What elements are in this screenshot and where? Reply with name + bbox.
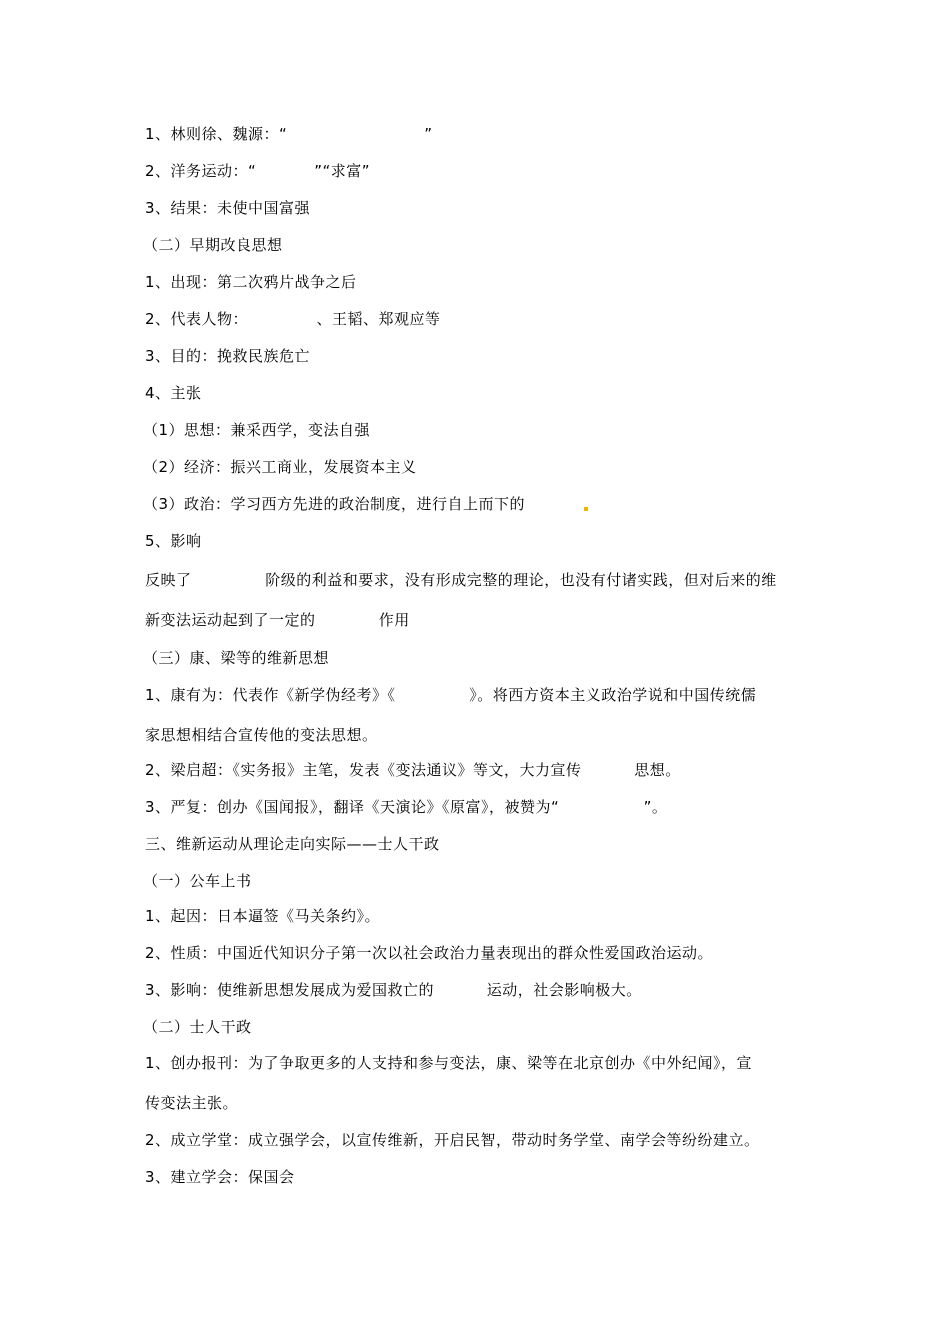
highlight-marker — [584, 507, 588, 511]
section-heading: （一）公车上书 — [143, 872, 252, 890]
text-line: 传变法主张。 — [145, 1094, 239, 1112]
text-line: 2、代表人物： 、王韬、郑观应等 — [145, 310, 441, 328]
text-line: 2、性质：中国近代知识分子第一次以社会政治力量表现出的群众性爱国政治运动。 — [145, 944, 714, 962]
text-line: 3、严复：创办《国闻报》，翻译《天演论》《原富》，被赞为“ ”。 — [145, 798, 668, 816]
section-heading: （三）康、梁等的维新思想 — [143, 649, 330, 667]
text-line: 1、创办报刊：为了争取更多的人支持和参与变法，康、梁等在北京创办《中外纪闻》，宣 — [145, 1054, 753, 1072]
text-line: 2、成立学堂：成立强学会，以宣传维新，开启民智，带动时务学堂、南学会等纷纷建立。 — [145, 1131, 760, 1149]
text-line: 1、出现：第二次鸦片战争之后 — [145, 273, 357, 291]
text-line: 1、起因：日本逼签《马关条约》。 — [145, 907, 381, 925]
text-line: 反映了 阶级的利益和要求，没有形成完整的理论，也没有付诸实践，但对后来的维 — [145, 571, 777, 589]
section-heading: （二）早期改良思想 — [143, 236, 283, 254]
text-line: 3、影响：使维新思想发展成为爱国救亡的 运动，社会影响极大。 — [145, 981, 642, 999]
text-line: 3、目的：挽救民族危亡 — [145, 347, 311, 365]
text-line: （2）经济：振兴工商业，发展资本主义 — [143, 458, 417, 476]
text-line: 3、结果：未使中国富强 — [145, 199, 311, 217]
text-line: 1、林则徐、魏源：“ ” — [145, 125, 433, 143]
text-line: 3、建立学会：保国会 — [145, 1168, 295, 1186]
text-line: 2、梁启超：《实务报》主笔，发表《变法通议》等文，大力宣传 思想。 — [145, 761, 681, 779]
text-line: 4、主张 — [145, 384, 202, 402]
section-heading: （二）士人干政 — [143, 1018, 252, 1036]
text-line: 5、影响 — [145, 532, 202, 550]
text-line: 新变法运动起到了一定的 作用 — [145, 611, 410, 629]
section-heading: 三、维新运动从理论走向实际——士人干政 — [145, 835, 440, 853]
text-line: （3）政治：学习西方先进的政治制度，进行自上而下的 — [143, 495, 526, 513]
text-line: 1、康有为：代表作《新学伪经考》《 》。将西方资本主义政治学说和中国传统儒 — [145, 686, 757, 704]
text-line: （1）思想：兼采西学，变法自强 — [143, 421, 371, 439]
text-line: 家思想相结合宣传他的变法思想。 — [145, 726, 378, 744]
text-line: 2、洋务运动：“ ”“求富” — [145, 162, 371, 180]
